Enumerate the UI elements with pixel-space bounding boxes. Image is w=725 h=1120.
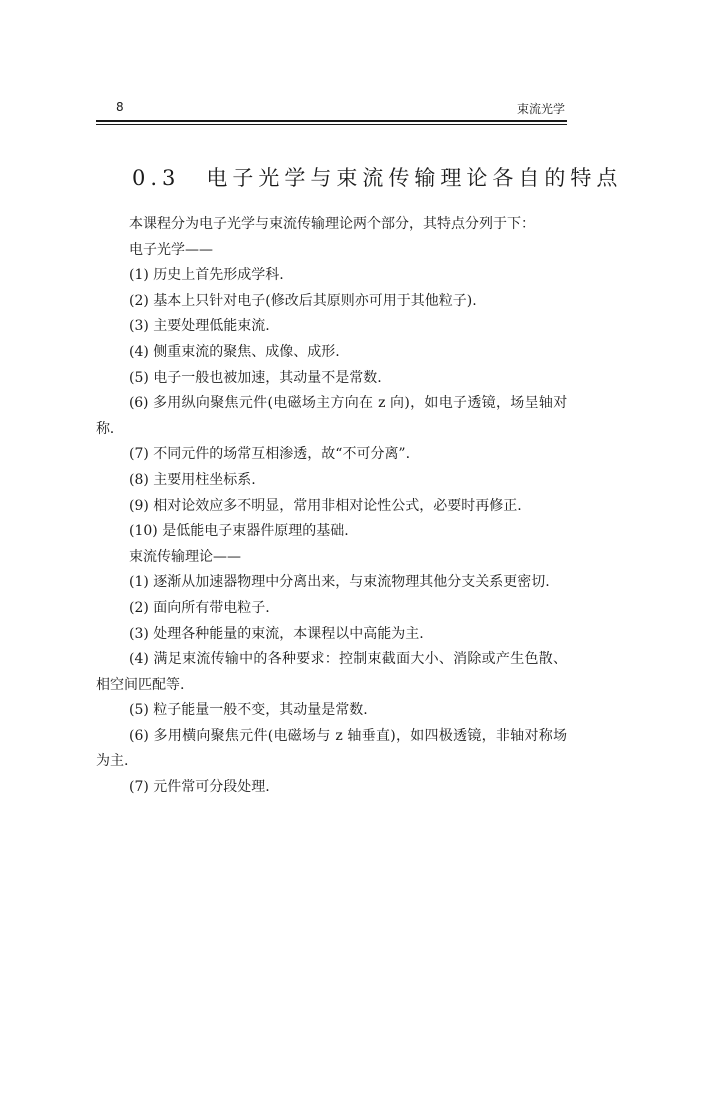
list-item: (9) 相对论效应多不明显，常用非相对论性公式，必要时再修正. [129,497,522,514]
subheading-beam-transport: 束流传输理论—— [129,548,241,565]
list-item: (8) 主要用柱坐标系. [129,471,256,488]
running-title: 束流光学 [516,102,565,116]
list-item: (7) 不同元件的场常互相渗透，故“不可分离”. [129,446,411,463]
subheading-electron-optics: 电子光学—— [129,241,213,258]
list-item: (1) 历史上首先形成学科. [129,267,284,284]
body-text [96,212,567,801]
list-item: (10) 是低能电子束器件原理的基础. [129,523,349,540]
list-item: (5) 粒子能量一般不变，其动量是常数. [129,702,368,719]
list-item: (4) 满足束流传输中的各种要求：控制束截面大小、消除或产生色散、相空间匹配等. [96,651,567,693]
page-number: 8 [116,100,124,114]
section-title: 0.3 电子光学与束流传输理论各自的特点 [132,166,623,190]
header-rule-thick [96,120,567,122]
list-item: (4) 侧重束流的聚焦、成像、成形. [129,343,340,360]
list-item: (3) 处理各种能量的束流，本课程以中高能为主. [129,625,424,642]
list-item: (6) 多用横向聚焦元件(电磁场与 z 轴垂直)，如四极透镜，非轴对称场为主. [96,727,567,770]
page-header [96,96,567,118]
list-item: (3) 主要处理低能束流. [129,318,270,335]
list-item: (2) 基本上只针对电子(修改后其原则亦可用于其他粒子). [129,292,477,309]
intro-paragraph: 本课程分为电子光学与束流传输理论两个部分，其特点分列于下： [129,216,535,232]
list-item: (6) 多用纵向聚焦元件(电磁场主方向在 z 向)，如电子透镜，场呈轴对称. [96,395,567,437]
list-item: (5) 电子一般也被加速，其动量不是常数. [129,369,382,386]
header-rule-thin [96,124,567,125]
list-item: (1) 逐渐从加速器物理中分离出来，与束流物理其他分支关系更密切. [129,574,550,591]
list-item: (2) 面向所有带电粒子. [129,599,270,616]
list-item: (7) 元件常可分段处理. [129,779,270,796]
